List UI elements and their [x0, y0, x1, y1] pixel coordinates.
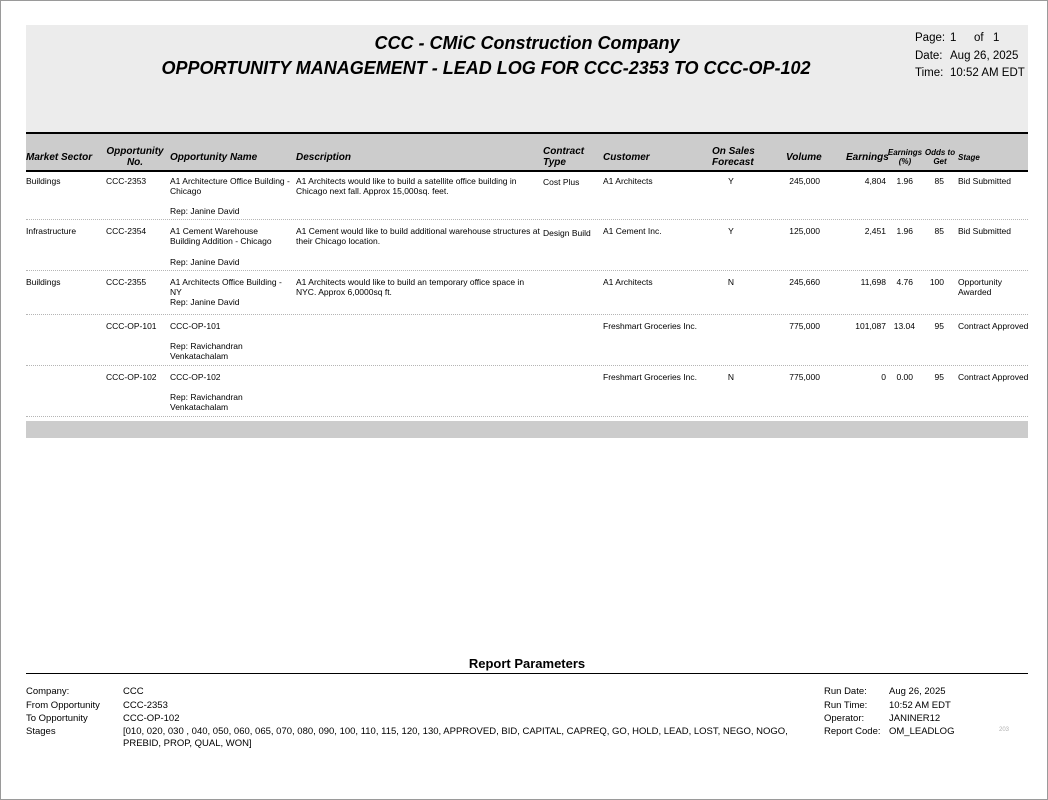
cell-customer: Freshmart Groceries Inc. [603, 372, 697, 382]
col-earnings: Earnings [846, 152, 889, 163]
cell-forecast: N [727, 372, 735, 382]
cell-earnings: 0 [881, 372, 886, 382]
cell-odds: 95 [934, 321, 944, 331]
date-label: Date: [915, 50, 943, 62]
param-operator-value: JANINER12 [889, 713, 941, 724]
col-description: Description [296, 152, 352, 163]
cell-opportunity-name: A1 Cement Warehouse Building Addition - Chicago [170, 226, 272, 246]
cell-odds: 100 [929, 277, 944, 287]
cell-opportunity-name: A1 Architects Office Building - NY [170, 277, 282, 297]
cell-rep: Rep: Janine David [170, 257, 240, 267]
cell-earnings-pct: 1.96 [896, 176, 913, 186]
page-number: 1 [950, 32, 957, 44]
col-volume: Volume [786, 152, 822, 163]
cell-description: A1 Architects would like to build an temporary office space in NYC. Approx 6,0000sq ft. [296, 277, 525, 297]
cell-earnings-pct: 13.04 [893, 321, 915, 331]
col-customer: Customer [603, 152, 650, 163]
param-report-code-value: OM_LEADLOG [889, 726, 955, 737]
col-on-sales-forecast: On Sales Forecast [712, 146, 755, 168]
cell-forecast: N [727, 277, 735, 287]
cell-customer: Freshmart Groceries Inc. [603, 321, 697, 331]
column-header-row [26, 132, 1028, 172]
cell-opportunity-no: CCC-2354 [106, 226, 147, 236]
table-row [26, 271, 1028, 315]
cell-opportunity-name: A1 Architecture Office Building - Chicago [170, 176, 290, 196]
cell-forecast: Y [728, 176, 734, 186]
param-run-date-label: Run Date: [824, 686, 867, 697]
cell-stage: Bid Submitted [958, 176, 1011, 186]
report-header [26, 25, 1028, 132]
param-from-value: CCC-2353 [123, 700, 168, 711]
cell-stage: Contract Approved [958, 372, 1029, 382]
table-row [26, 315, 1028, 366]
date-value: Aug 26, 2025 [950, 50, 1019, 62]
cell-rep: Rep: Ravichandran Venkatachalam [170, 341, 243, 361]
col-opportunity-name: Opportunity Name [170, 152, 258, 163]
cell-volume: 245,000 [789, 176, 820, 186]
param-to-label: To Opportunity [26, 713, 88, 724]
param-operator-label: Operator: [824, 713, 865, 724]
cell-rep: Rep: Janine David [170, 297, 240, 307]
param-run-time-label: Run Time: [824, 700, 868, 711]
cell-opportunity-no: CCC-2355 [106, 277, 147, 287]
page-total: 1 [993, 32, 1000, 44]
cell-customer: A1 Architects [603, 176, 653, 186]
table-row [26, 366, 1028, 417]
param-from-label: From Opportunity [26, 700, 100, 711]
cell-opportunity-name: CCC-OP-102 [170, 372, 221, 382]
cell-volume: 775,000 [789, 372, 820, 382]
param-to-value: CCC-OP-102 [123, 713, 180, 724]
table-row [26, 220, 1028, 271]
company-title: CCC - CMiC Construction Company [374, 33, 680, 53]
cell-contract-type: Cost Plus [543, 177, 580, 187]
cell-earnings: 2,451 [864, 226, 886, 236]
col-contract-type: Contract Type [543, 146, 585, 168]
param-company-label: Company: [26, 686, 70, 697]
col-odds-to-get: Odds to Get [924, 148, 956, 166]
cell-stage: Bid Submitted [958, 226, 1011, 236]
cell-sector: Buildings [26, 277, 61, 287]
cell-customer: A1 Architects [603, 277, 653, 287]
param-stages-label: Stages [26, 726, 56, 737]
cell-earnings: 11,698 [860, 277, 886, 287]
cell-earnings: 4,804 [864, 176, 886, 186]
cell-opportunity-no: CCC-2353 [106, 176, 147, 186]
cell-stage: Opportunity Awarded [958, 277, 1002, 297]
page-label: Page: [915, 32, 946, 44]
col-market-sector: Market Sector [26, 152, 93, 163]
time-label: Time: [915, 67, 944, 79]
col-earnings-pct: Earnings (%) [887, 148, 923, 166]
cell-odds: 85 [934, 176, 944, 186]
cell-contract-type: Design Build [543, 228, 591, 238]
cell-odds: 95 [934, 372, 944, 382]
page-of-label: of [974, 32, 984, 44]
table-row [26, 172, 1028, 220]
cell-volume: 775,000 [789, 321, 820, 331]
cell-stage: Contract Approved [958, 321, 1029, 331]
col-opportunity-no: Opportunity No. [106, 146, 164, 168]
cell-earnings-pct: 0.00 [896, 372, 913, 382]
cell-earnings-pct: 4.76 [896, 277, 913, 287]
cell-earnings-pct: 1.96 [896, 226, 913, 236]
param-company-value: CCC [123, 686, 144, 697]
cell-sector: Infrastructure [26, 226, 77, 236]
cell-opportunity-no: CCC-OP-101 [106, 321, 157, 331]
cell-earnings: 101,087 [855, 321, 886, 331]
cell-forecast: Y [728, 226, 734, 236]
cell-opportunity-name: CCC-OP-101 [170, 321, 221, 331]
page-code: 203 [999, 727, 1010, 733]
report-title: OPPORTUNITY MANAGEMENT - LEAD LOG FOR CCC-2353 TO CCC-OP-102 [161, 58, 811, 78]
cell-customer: A1 Cement Inc. [603, 226, 662, 236]
param-run-time-value: 10:52 AM EDT [889, 700, 951, 711]
param-stages-value: [010, 020, 030 , 040, 050, 060, 065, 070, 080, 090, 100, 110, 115, 120, 130, APPROVED, BID, CAPITAL, CAPREQ, GO, HOLD, LEAD, LOST, NEGO, NOGO, PREBID, PROP, QUAL, WON] [123, 726, 788, 749]
cell-volume: 125,000 [789, 226, 820, 236]
table-footer-bar [26, 421, 1028, 438]
cell-sector: Buildings [26, 176, 61, 186]
report-parameters-divider [26, 673, 1028, 674]
cell-description: A1 Architects would like to build a satellite office building in Chicago next fall. Approx 15,000sq. feet. [296, 176, 517, 196]
param-run-date-value: Aug 26, 2025 [889, 686, 946, 697]
cell-odds: 85 [934, 226, 944, 236]
cell-rep: Rep: Ravichandran Venkatachalam [170, 392, 243, 412]
param-report-code-label: Report Code: [824, 726, 881, 737]
time-value: 10:52 AM EDT [950, 67, 1025, 79]
cell-description: A1 Cement would like to build additional warehouse structures at their Chicago location. [296, 226, 540, 246]
cell-rep: Rep: Janine David [170, 206, 240, 216]
report-parameters-title: Report Parameters [468, 656, 586, 671]
cell-volume: 245,660 [789, 277, 820, 287]
col-stage: Stage [958, 153, 980, 162]
cell-opportunity-no: CCC-OP-102 [106, 372, 157, 382]
